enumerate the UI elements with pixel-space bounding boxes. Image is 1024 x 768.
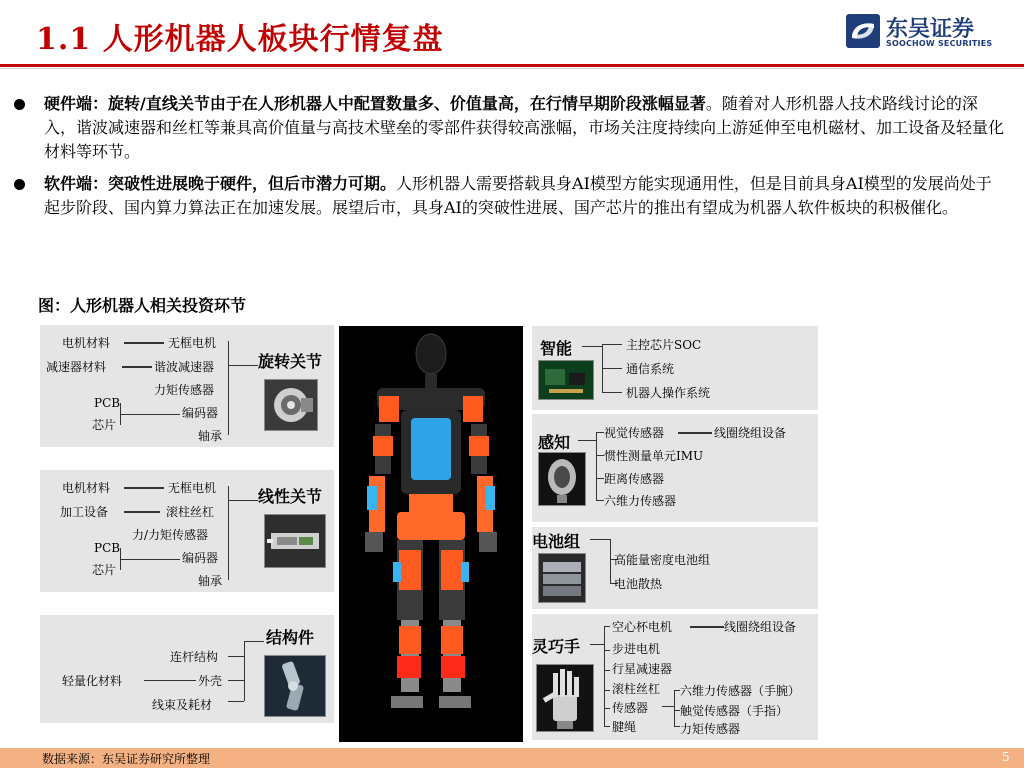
humanoid-robot-image (339, 326, 523, 742)
dexterous-sensor: 传感器 (612, 701, 649, 715)
perception-vision-sensor: 视觉传感器 (604, 426, 665, 440)
perception-panel (532, 414, 818, 522)
page-title: 1.1 人形机器人板块行情复盘 (36, 22, 444, 57)
intelligence-robot-os: 机器人操作系统 (626, 386, 711, 400)
intelligence-panel (532, 326, 818, 410)
dexterous-hand-title: 灵巧手 (532, 637, 581, 656)
linear-machining-equipment: 加工设备 (60, 505, 109, 519)
rotary-reducer-material: 减速器材料 (46, 360, 107, 374)
linear-force-sensor: 力/力矩传感器 (132, 528, 209, 542)
linear-encoder: 编码器 (182, 551, 219, 565)
bullet-software-lead: 软件端：突破性进展晚于硬件，但后市潜力可期。 (44, 174, 397, 193)
dexterous-coil-equipment: 线圈绕组设备 (724, 620, 797, 634)
bullet-dot (14, 179, 25, 190)
structure-title: 结构件 (266, 628, 315, 647)
battery-pack-image (538, 553, 586, 603)
title-divider-shadow (0, 68, 1024, 69)
rotary-harmonic-reducer: 谐波减速器 (154, 360, 215, 374)
figure-caption: 图：人形机器人相关投资环节 (38, 296, 247, 315)
dexterous-wrist-sensor: 六维力传感器（手腕） (680, 684, 801, 698)
linear-roller-screw: 滚柱丝杠 (166, 505, 215, 519)
logo-english-name: SOOCHOW SECURITIES (886, 39, 993, 48)
dexterous-coreless-motor: 空心杯电机 (612, 620, 673, 634)
rotary-encoder: 编码器 (182, 406, 219, 420)
battery-title: 电池组 (532, 532, 581, 551)
structure-lightweight-material: 轻量化材料 (62, 674, 123, 688)
battery-high-density-pack: 高能量密度电池组 (614, 553, 711, 567)
intelligence-board-image (538, 360, 594, 400)
linear-frameless-motor: 无框电机 (168, 481, 217, 495)
linear-motor-material: 电机材料 (62, 481, 111, 495)
data-source-note: 数据来源：东吴证券研究所整理 (42, 752, 211, 766)
structure-harness: 线束及耗材 (152, 698, 213, 712)
logo-chinese-name: 东吴证券 (886, 17, 975, 42)
dexterous-tendon: 腱绳 (612, 720, 637, 734)
rotary-bearing: 轴承 (198, 429, 223, 443)
bullet-hardware-lead: 硬件端：旋转/直线关节由于在人形机器人中配置数量多、价值量高，在行情早期阶段涨幅显著 (44, 94, 706, 113)
battery-cooling: 电池散热 (614, 577, 663, 591)
perception-head-image (538, 452, 586, 506)
perception-title: 感知 (538, 433, 571, 452)
structure-image (264, 655, 326, 717)
perception-coil-equipment: 线圈绕组设备 (714, 426, 787, 440)
structure-shell: 外壳 (198, 674, 223, 688)
structure-linkage: 连杆结构 (170, 650, 219, 664)
linear-chip: 芯片 (92, 563, 117, 577)
rotary-pcb: PCB (94, 396, 121, 410)
bullet-hardware-body: 。随着对人形机器人技术路线讨论的深入，谐波减速器和丝杠等兼具高价值量与高技术壁垒的零部件获得较高涨幅，市场关注度持续向上游延伸至电机磁材、加工设备及轻量化材料等环节。 (44, 94, 1005, 161)
rotary-joint-image (264, 379, 318, 431)
linear-bearing: 轴承 (198, 574, 223, 588)
rotary-joint-title: 旋转关节 (258, 352, 323, 371)
dexterous-planetary-reducer: 行星减速器 (612, 662, 673, 676)
dexterous-finger-tactile-sensor: 触觉传感器（手指） (680, 704, 789, 718)
linear-joint-title: 线性关节 (258, 487, 323, 506)
linear-joint-panel (40, 470, 334, 592)
perception-six-axis-sensor: 六维力传感器 (604, 494, 677, 508)
dexterous-roller-screw: 滚柱丝杠 (612, 682, 661, 696)
perception-imu: 惯性测量单元IMU (604, 449, 704, 463)
bullet-software (14, 172, 1004, 220)
intelligence-soc: 主控芯片SOC (626, 338, 702, 352)
rotary-chip: 芯片 (92, 418, 117, 432)
linear-pcb: PCB (94, 541, 121, 555)
bullet-dot (14, 99, 25, 110)
title-divider (0, 64, 1024, 67)
company-logo (846, 14, 1006, 50)
bullet-software-body: 人形机器人需要搭载具身AI模型方能实现通用性，但是目前具身AI模型的发展尚处于起步阶段、国内算力算法正在加速发展。展望后市，具身AI的突破性进展、国产芯片的推出有望成为机器人软件板块的积极催化。 (44, 174, 992, 217)
dexterous-hand-panel (532, 614, 818, 740)
linear-joint-image (264, 514, 326, 568)
dexterous-hand-image (536, 664, 594, 732)
structure-panel (40, 615, 334, 723)
page-number: 5 (1002, 750, 1010, 764)
intelligence-title: 智能 (540, 339, 573, 358)
rotary-frameless-motor: 无框电机 (168, 336, 217, 350)
perception-distance-sensor: 距离传感器 (604, 472, 665, 486)
dexterous-stepper-motor: 步进电机 (612, 642, 661, 656)
dexterous-torque-sensor: 力矩传感器 (680, 722, 741, 736)
intelligence-comm-system: 通信系统 (626, 362, 675, 376)
rotary-torque-sensor: 力矩传感器 (154, 383, 215, 397)
bullet-hardware (14, 92, 1004, 164)
logo-mark-icon (846, 14, 880, 48)
battery-panel (532, 527, 818, 609)
rotary-motor-material: 电机材料 (62, 336, 111, 350)
rotary-joint-panel (40, 325, 334, 447)
